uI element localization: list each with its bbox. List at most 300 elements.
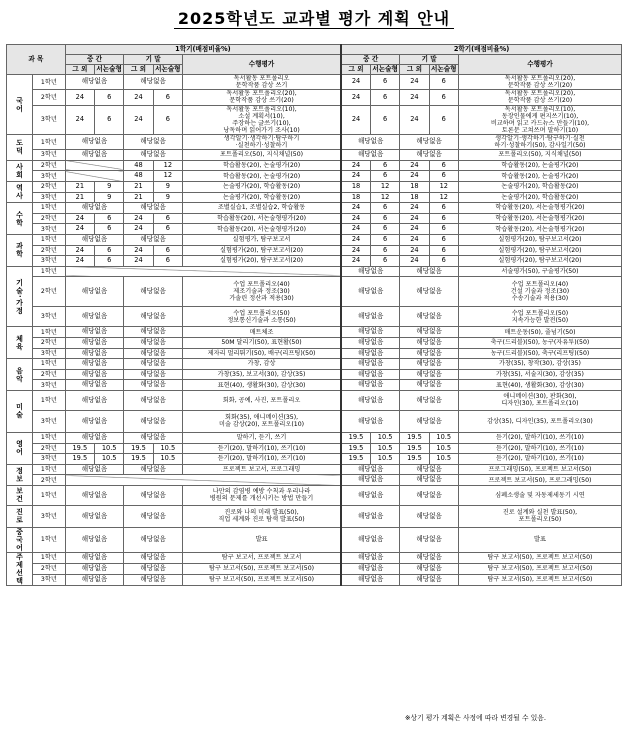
final-essay-cell: 6 <box>429 203 458 214</box>
final-other-cell: 24 <box>400 235 429 246</box>
performance-cell: 회화, 공예, 사진, 포트폴리오 <box>182 390 341 410</box>
midterm-cell: 해당없음 <box>65 390 124 410</box>
midterm-cell: 해당없음 <box>65 563 124 574</box>
final-essay-cell: 12 <box>153 171 182 182</box>
final-other-cell: 19.5 <box>124 443 153 454</box>
evaluation-table <box>6 44 622 586</box>
grade-cell: 1학년 <box>33 266 66 277</box>
table-row <box>7 464 622 475</box>
midterm-cell: 해당없음 <box>341 150 400 161</box>
performance-cell: 듣기(20), 말하기(10), 쓰기(10) <box>458 443 621 454</box>
grade-cell: 3학년 <box>33 224 66 235</box>
final-cell: 해당없음 <box>124 327 183 338</box>
table-row <box>7 563 622 574</box>
midterm-other-cell: 18 <box>341 182 370 193</box>
final-essay-cell: 12 <box>153 160 182 171</box>
performance-cell: 포트폴리오(50), 지식채널(50) <box>182 150 341 161</box>
grade-cell: 2학년 <box>33 245 66 256</box>
midterm-other-cell: 24 <box>65 213 94 224</box>
final-other-cell: 24 <box>400 160 429 171</box>
final-other-cell: 24 <box>124 245 153 256</box>
final-other-cell: 24 <box>124 256 153 267</box>
performance-cell: 매트체조 <box>182 327 341 338</box>
final-cell: 해당없음 <box>124 307 183 327</box>
table-row <box>7 432 622 443</box>
subject-cell: 정보 <box>7 464 33 485</box>
midterm-cell: 해당없음 <box>65 235 124 246</box>
performance-cell: 진로 설계와 실천 발표(50), 포트폴리오(50) <box>458 505 621 527</box>
final-essay-cell: 10.5 <box>429 432 458 443</box>
grade-cell: 3학년 <box>33 348 66 359</box>
header-s1-final-other: 그 외 <box>124 65 153 75</box>
midterm-essay-cell: 9 <box>95 192 124 203</box>
grade-cell: 3학년 <box>33 505 66 527</box>
midterm-essay-cell: 6 <box>95 213 124 224</box>
final-cell: 해당없음 <box>400 390 459 410</box>
performance-cell: 독서활동 포트폴리오(20), 문학작품 감상 쓰기(20) <box>458 75 621 90</box>
midterm-cell: 해당없음 <box>65 410 124 432</box>
grade-cell: 3학년 <box>33 192 66 203</box>
final-essay-cell: 6 <box>153 256 182 267</box>
performance-cell: 독서활동 포트폴리오(10), 소설 계획서(10), 주장하는 글쓰기(10), 낭독하며 읽어가기 조사(10) <box>182 105 341 135</box>
header-s2-final-other: 그 외 <box>400 65 429 75</box>
final-cell: 해당없음 <box>400 380 459 391</box>
midterm-cell: 해당없음 <box>65 327 124 338</box>
midterm-other-cell: 19.5 <box>65 443 94 454</box>
final-other-cell: 24 <box>400 90 429 105</box>
grade-cell: 3학년 <box>33 380 66 391</box>
final-essay-cell: 10.5 <box>153 454 182 465</box>
performance-cell: 탐구 보고서(50), 프로젝트 보고서(50) <box>458 563 621 574</box>
final-cell: 해당없음 <box>124 527 183 552</box>
grade-cell: 3학년 <box>33 171 66 182</box>
grade-cell: 2학년 <box>33 160 66 171</box>
midterm-essay-cell: 12 <box>370 192 399 203</box>
midterm-other-cell: 24 <box>341 75 370 90</box>
final-other-cell: 24 <box>400 245 429 256</box>
final-cell: 해당없음 <box>400 337 459 348</box>
midterm-cell: 해당없음 <box>65 574 124 585</box>
final-cell: 해당없음 <box>400 552 459 563</box>
subject-cell: 보건 <box>7 485 33 505</box>
subject-cell: 음악 <box>7 359 33 391</box>
grade-cell: 1학년 <box>33 552 66 563</box>
midterm-other-cell: 24 <box>341 235 370 246</box>
final-essay-cell: 6 <box>153 224 182 235</box>
performance-cell: 탐구 보고서(50), 프로젝트 보고서(50) <box>182 574 341 585</box>
final-cell: 해당없음 <box>400 277 459 307</box>
table-row <box>7 182 622 193</box>
midterm-other-cell: 21 <box>65 182 94 193</box>
midterm-essay-cell: 10.5 <box>370 454 399 465</box>
grade-cell: 1학년 <box>33 432 66 443</box>
midterm-other-cell: 24 <box>65 245 94 256</box>
subject-cell: 도덕 <box>7 135 33 161</box>
midterm-cell: 해당없음 <box>65 527 124 552</box>
midterm-cell: 해당없음 <box>65 75 124 90</box>
midterm-cell: 해당없음 <box>341 410 400 432</box>
midterm-essay-cell: 10.5 <box>95 454 124 465</box>
final-cell: 해당없음 <box>400 464 459 475</box>
performance-cell: 심폐소생술 및 자동제세동기 시연 <box>458 485 621 505</box>
performance-cell: 학습활동(20), 서논술형평가(20) <box>458 203 621 214</box>
midterm-cell: 해당없음 <box>341 337 400 348</box>
table-row <box>7 203 622 214</box>
table-row <box>7 443 622 454</box>
table-row <box>7 277 622 307</box>
table-row <box>7 160 622 171</box>
performance-cell: 듣기(20), 말하기(10), 쓰기(10) <box>182 443 341 454</box>
performance-cell: 논술평가(20), 학습활동(20) <box>458 182 621 193</box>
header-s2-mid-other: 그 외 <box>341 65 370 75</box>
final-other-cell: 19.5 <box>400 454 429 465</box>
grade-cell: 1학년 <box>33 359 66 370</box>
table-row <box>7 348 622 359</box>
midterm-essay-cell: 6 <box>95 245 124 256</box>
final-cell: 해당없음 <box>124 485 183 505</box>
header-s2-midterm: 중 간 <box>341 55 400 65</box>
performance-cell: 학습활동(20), 논술평가(20) <box>458 171 621 182</box>
table-row <box>7 171 622 182</box>
midterm-cell: 해당없음 <box>65 135 124 150</box>
header-semester-1: 1학기(배점비율%) <box>65 45 341 55</box>
midterm-other-cell: 24 <box>65 256 94 267</box>
performance-cell: 수업 포트폴리오(50) 지속가능한 발전(50) <box>458 307 621 327</box>
final-essay-cell: 6 <box>153 213 182 224</box>
final-essay-cell: 9 <box>153 192 182 203</box>
performance-cell: 실험평가, 탐구보고서 <box>182 235 341 246</box>
header-s1-midterm: 중 간 <box>65 55 124 65</box>
not-applicable-cell <box>65 475 341 486</box>
performance-cell: 실험평가(20), 탐구보고서(20) <box>458 256 621 267</box>
grade-cell: 3학년 <box>33 150 66 161</box>
performance-cell: 논술평가(20), 학습활동(20) <box>182 182 341 193</box>
final-cell: 해당없음 <box>124 203 183 214</box>
midterm-cell: 해당없음 <box>341 574 400 585</box>
grade-cell: 2학년 <box>33 182 66 193</box>
grade-cell: 1학년 <box>33 327 66 338</box>
final-other-cell: 24 <box>124 90 153 105</box>
final-essay-cell: 12 <box>429 182 458 193</box>
final-cell: 해당없음 <box>124 369 183 380</box>
final-other-cell: 24 <box>124 213 153 224</box>
final-cell: 해당없음 <box>124 464 183 475</box>
final-other-cell: 24 <box>124 224 153 235</box>
header-s2-final-essay: 서논술형 <box>431 64 457 73</box>
final-cell: 해당없음 <box>400 410 459 432</box>
midterm-essay-cell: 6 <box>370 224 399 235</box>
final-cell: 해당없음 <box>124 75 183 90</box>
table-row <box>7 235 622 246</box>
table-row <box>7 224 622 235</box>
subject-cell: 체육 <box>7 327 33 359</box>
midterm-other-cell: 24 <box>65 90 94 105</box>
final-cell: 해당없음 <box>400 505 459 527</box>
performance-cell: 발표 <box>182 527 341 552</box>
footnote: ※상기 평가 계획은 사정에 따라 변경될 수 있음. <box>404 714 546 722</box>
performance-cell: 애니메이션(30), 판화(30), 디자인(30), 포트폴리오(10) <box>458 390 621 410</box>
midterm-cell: 해당없음 <box>341 505 400 527</box>
performance-cell: 표현(40), 생활화(30), 감상(30) <box>458 380 621 391</box>
table-row <box>7 105 622 135</box>
midterm-essay-cell: 6 <box>370 235 399 246</box>
final-cell: 해당없음 <box>124 563 183 574</box>
grade-cell: 3학년 <box>33 256 66 267</box>
midterm-essay-cell: 6 <box>370 90 399 105</box>
final-other-cell: 24 <box>400 203 429 214</box>
midterm-essay-cell: 6 <box>370 213 399 224</box>
performance-cell: 프로젝트 보고서(50), 프로그래밍(50) <box>458 475 621 486</box>
table-row <box>7 390 622 410</box>
final-essay-cell: 6 <box>153 105 182 135</box>
page-title: 2025학년도 교과별 평가 계획 안내 <box>0 6 628 29</box>
final-cell: 해당없음 <box>124 432 183 443</box>
performance-cell: 수업 포트폴리오(50) 정보통신기술과 소통(50) <box>182 307 341 327</box>
final-cell: 해당없음 <box>400 485 459 505</box>
performance-cell: 매트운동(50), 줄넘기(50) <box>458 327 621 338</box>
performance-cell: 서술평가(50), 구술평가(50) <box>458 266 621 277</box>
midterm-essay-cell: 10.5 <box>370 443 399 454</box>
performance-cell: 학습활동(20), 서논술형평가(20) <box>182 213 341 224</box>
subject-cell: 국어 <box>7 75 33 135</box>
midterm-other-cell: 19.5 <box>341 432 370 443</box>
table-row <box>7 327 622 338</box>
midterm-cell: 해당없음 <box>341 266 400 277</box>
midterm-essay-cell: 9 <box>95 182 124 193</box>
performance-cell: 프로젝트 보고서, 프로그래밍 <box>182 464 341 475</box>
table-row <box>7 369 622 380</box>
midterm-cell: 해당없음 <box>65 464 124 475</box>
midterm-other-cell: 24 <box>341 224 370 235</box>
subject-cell: 역사 <box>7 182 33 203</box>
midterm-cell: 해당없음 <box>65 552 124 563</box>
final-cell: 해당없음 <box>124 235 183 246</box>
grade-cell: 1학년 <box>33 527 66 552</box>
final-cell: 해당없음 <box>124 505 183 527</box>
performance-cell: 논술평가(20), 학습활동(20) <box>458 192 621 203</box>
final-cell: 해당없음 <box>124 337 183 348</box>
midterm-other-cell: 24 <box>341 171 370 182</box>
grade-cell: 2학년 <box>33 90 66 105</box>
midterm-cell: 해당없음 <box>341 135 400 150</box>
final-essay-cell: 6 <box>429 256 458 267</box>
midterm-essay-cell: 6 <box>370 203 399 214</box>
final-other-cell: 24 <box>400 171 429 182</box>
midterm-cell: 해당없음 <box>65 369 124 380</box>
grade-cell: 2학년 <box>33 277 66 307</box>
midterm-other-cell: 24 <box>341 213 370 224</box>
midterm-cell: 해당없음 <box>341 327 400 338</box>
performance-cell: 탐구 보고서(50), 프로젝트 보고서(50) <box>458 574 621 585</box>
table-row <box>7 485 622 505</box>
midterm-cell <box>65 160 124 171</box>
table-row <box>7 307 622 327</box>
grade-cell: 2학년 <box>33 369 66 380</box>
midterm-other-cell: 24 <box>341 203 370 214</box>
final-essay-cell: 6 <box>429 224 458 235</box>
final-cell: 해당없음 <box>400 327 459 338</box>
midterm-cell: 해당없음 <box>65 203 124 214</box>
grade-cell: 3학년 <box>33 574 66 585</box>
grade-cell: 1학년 <box>33 75 66 90</box>
performance-cell: 학습활동(20), 논술평가(20) <box>182 171 341 182</box>
midterm-cell: 해당없음 <box>65 359 124 370</box>
midterm-other-cell: 21 <box>65 192 94 203</box>
midterm-essay-cell: 6 <box>370 160 399 171</box>
final-cell: 해당없음 <box>400 150 459 161</box>
midterm-essay-cell: 10.5 <box>370 432 399 443</box>
midterm-cell <box>65 171 124 182</box>
table-row <box>7 256 622 267</box>
subject-cell: 사회 <box>7 160 33 181</box>
midterm-cell: 해당없음 <box>341 359 400 370</box>
header-semester-2: 2학기(배점비율%) <box>341 45 621 55</box>
header-s1-mid-other: 그 외 <box>65 65 94 75</box>
performance-cell: 나만의 감염병 예방 수칙과 우리나라 병원의 문제를 개선시키는 방법 만들기 <box>182 485 341 505</box>
final-cell: 해당없음 <box>400 475 459 486</box>
evaluation-table-container <box>6 44 622 586</box>
grade-cell: 3학년 <box>33 105 66 135</box>
midterm-cell: 해당없음 <box>341 527 400 552</box>
performance-cell: 생각알기·생각하기·탐구하기 ·실천하기·성찰하기 <box>182 135 341 150</box>
performance-cell: 포트폴리오(50), 지식채널(50) <box>458 150 621 161</box>
header-s1-mid-essay: 서논술형 <box>96 64 122 73</box>
final-cell: 해당없음 <box>124 348 183 359</box>
performance-cell: 프로그래밍(50), 프로젝트 보고서(50) <box>458 464 621 475</box>
midterm-other-cell: 19.5 <box>341 454 370 465</box>
midterm-essay-cell: 6 <box>95 224 124 235</box>
final-other-cell: 19.5 <box>400 432 429 443</box>
midterm-cell: 해당없음 <box>341 475 400 486</box>
midterm-essay-cell: 6 <box>95 105 124 135</box>
midterm-essay-cell: 10.5 <box>95 443 124 454</box>
final-cell: 해당없음 <box>124 359 183 370</box>
final-cell: 해당없음 <box>124 150 183 161</box>
final-essay-cell: 6 <box>429 235 458 246</box>
midterm-other-cell: 18 <box>341 192 370 203</box>
midterm-cell: 해당없음 <box>341 485 400 505</box>
final-essay-cell: 6 <box>429 90 458 105</box>
final-essay-cell: 10.5 <box>153 443 182 454</box>
midterm-other-cell: 24 <box>341 256 370 267</box>
table-row <box>7 454 622 465</box>
performance-cell: 50M 달리기(50), 표현활(50) <box>182 337 341 348</box>
performance-cell: 가창(35), 창작(30), 감상(35) <box>458 359 621 370</box>
performance-cell: 수업 포트폴리오(40) 제조기술과 정조(30) 가솔린 정산과 적용(30) <box>182 277 341 307</box>
final-essay-cell: 9 <box>153 182 182 193</box>
midterm-cell: 해당없음 <box>341 563 400 574</box>
midterm-essay-cell: 6 <box>370 245 399 256</box>
performance-cell: 듣기(20), 말하기(10), 쓰기(10) <box>458 454 621 465</box>
final-cell: 해당없음 <box>124 277 183 307</box>
final-cell: 해당없음 <box>400 369 459 380</box>
final-cell: 해당없음 <box>124 390 183 410</box>
final-other-cell: 21 <box>124 192 153 203</box>
midterm-essay-cell: 6 <box>95 256 124 267</box>
subject-cell: 중국어 <box>7 527 33 552</box>
final-essay-cell: 6 <box>153 245 182 256</box>
final-other-cell: 24 <box>400 224 429 235</box>
grade-cell: 1학년 <box>33 464 66 475</box>
grade-cell: 1학년 <box>33 135 66 150</box>
performance-cell: 실험평가(20), 탐구보고서(20) <box>458 245 621 256</box>
performance-cell: 학습활동(20), 서논술형평가(20) <box>458 224 621 235</box>
final-essay-cell: 6 <box>429 245 458 256</box>
performance-cell: 농구(드리블)(50), 축구(리프팅)(50) <box>458 348 621 359</box>
grade-cell: 1학년 <box>33 203 66 214</box>
performance-cell: 가창(35), 서술지(30), 감상(35) <box>458 369 621 380</box>
header-s2-performance: 수행평가 <box>458 55 621 75</box>
midterm-cell: 해당없음 <box>341 464 400 475</box>
midterm-essay-cell: 12 <box>370 182 399 193</box>
grade-cell: 2학년 <box>33 443 66 454</box>
midterm-essay-cell: 6 <box>370 171 399 182</box>
table-row <box>7 245 622 256</box>
midterm-cell: 해당없음 <box>341 552 400 563</box>
midterm-cell: 해당없음 <box>341 380 400 391</box>
midterm-other-cell: 24 <box>341 105 370 135</box>
subject-cell: 과학 <box>7 235 33 267</box>
final-essay-cell: 10.5 <box>429 443 458 454</box>
midterm-cell: 해당없음 <box>341 307 400 327</box>
performance-cell: 독서활동 포트폴리오(10), 동장인물에게 편지쓰기(10), 비교하며 읽고 카드뉴스 만들기(10), 토론문 고쳐쓰며 말하기(10) <box>458 105 621 135</box>
final-other-cell: 18 <box>400 192 429 203</box>
midterm-cell: 해당없음 <box>341 348 400 359</box>
not-applicable-cell <box>65 266 341 277</box>
final-essay-cell: 6 <box>429 171 458 182</box>
grade-cell: 3학년 <box>33 410 66 432</box>
final-cell: 해당없음 <box>400 348 459 359</box>
grade-cell: 2학년 <box>33 563 66 574</box>
table-row <box>7 475 622 486</box>
final-cell: 해당없음 <box>124 574 183 585</box>
final-essay-cell: 10.5 <box>429 454 458 465</box>
midterm-cell: 해당없음 <box>341 369 400 380</box>
midterm-other-cell: 24 <box>341 160 370 171</box>
performance-cell: 제자리 멀리뛰기(50), 배구(리프팅)(50) <box>182 348 341 359</box>
performance-cell: 독서활동 포트폴리오(20), 문학작품 감상 쓰기(20) <box>458 90 621 105</box>
grade-cell: 2학년 <box>33 475 66 486</box>
final-cell: 해당없음 <box>124 552 183 563</box>
grade-cell: 3학년 <box>33 454 66 465</box>
performance-cell: 학습활동(20), 서논술형평가(20) <box>182 224 341 235</box>
performance-cell: 듣기(20), 말하기(10), 쓰기(10) <box>182 454 341 465</box>
final-other-cell: 19.5 <box>400 443 429 454</box>
subject-cell: 미술 <box>7 390 33 432</box>
table-row <box>7 135 622 150</box>
final-cell: 해당없음 <box>400 266 459 277</box>
midterm-other-cell: 24 <box>65 224 94 235</box>
midterm-cell: 해당없음 <box>65 348 124 359</box>
midterm-cell: 해당없음 <box>341 277 400 307</box>
final-cell: 해당없음 <box>400 135 459 150</box>
performance-cell: 실험평가(20), 탐구보고서(20) <box>182 256 341 267</box>
performance-cell: 탐구 보고서, 프로젝트 보고서 <box>182 552 341 563</box>
table-row <box>7 337 622 348</box>
midterm-essay-cell: 6 <box>370 256 399 267</box>
table-row <box>7 410 622 432</box>
midterm-essay-cell: 6 <box>95 90 124 105</box>
performance-cell: 독서활동 포트폴리오 문학작품 감상 쓰기 <box>182 75 341 90</box>
performance-cell: 실험평가(20), 탐구보고서(20) <box>458 235 621 246</box>
final-other-cell: 21 <box>124 182 153 193</box>
final-other-cell: 18 <box>400 182 429 193</box>
grade-cell: 1학년 <box>33 485 66 505</box>
subject-cell: 진로 <box>7 505 33 527</box>
subject-cell: 영어 <box>7 432 33 464</box>
final-cell: 해당없음 <box>400 307 459 327</box>
midterm-other-cell: 19.5 <box>65 454 94 465</box>
